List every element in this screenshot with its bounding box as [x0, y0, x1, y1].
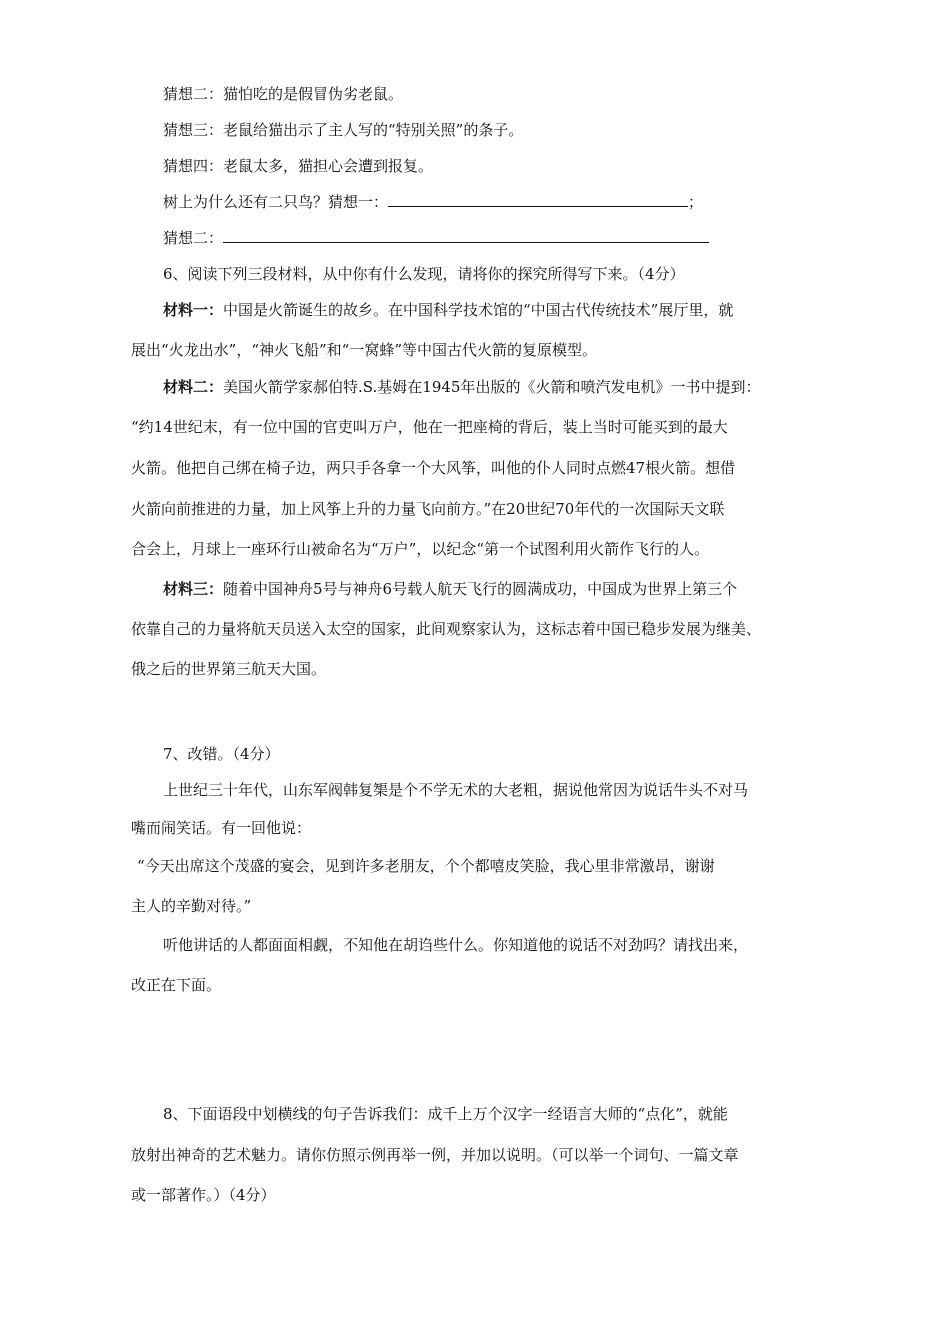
material-two-line4: 火箭向前推进的力量，加上风筝上升的力量飞向前方。”在20世纪70年代的一次国际天文联	[131, 500, 725, 518]
q8-line2: 放射出神奇的艺术魅力。请你仿照示例再举一例，并加以说明。（可以举一个词句、一篇文章	[131, 1146, 739, 1164]
material-two-text1: 美国火箭学家郝伯特.S.基姆在1945年出版的《火箭和喷汽发电机》一书中提到：	[223, 378, 761, 396]
material-three-label: 材料三：	[163, 580, 224, 598]
q7-para-line2: 嘴而闹笑话。有一回他说：	[131, 819, 312, 837]
tree-guess-two: 猜想二：	[163, 229, 224, 247]
q7-para-line1: 上世纪三十年代，山东军阀韩复榘是个不学无术的大老粗，据说他常因为说话牛头不对马	[163, 781, 749, 799]
material-three-line1	[163, 579, 737, 599]
guess-four: 猜想四：老鼠太多，猫担心会遭到报复。	[163, 157, 434, 175]
material-three-line2: 依靠自己的力量将航天员送入太空的国家，此间观察家认为，这标志着中国已稳步发展为继美、	[131, 620, 762, 638]
material-one-line2: 展出“火龙出水”，“神火飞船”和“一窝蜂”等中国古代火箭的复原模型。	[131, 341, 598, 359]
tree-question-end: ；	[688, 193, 704, 211]
tree-guess-two-line	[163, 228, 709, 248]
material-one-label: 材料一：	[163, 301, 224, 319]
material-three-line3: 俄之后的世界第三航天大国。	[131, 660, 327, 678]
material-two-line1	[163, 377, 760, 397]
q7-prompt: 7、改错。（4分）	[163, 745, 280, 763]
material-one-text1: 中国是火箭诞生的故乡。在中国科学技术馆的“中国古代传统技术”展厅里，就	[223, 301, 734, 319]
answer-blank-2[interactable]	[223, 228, 709, 243]
q8-line1: 8、下面语段中划横线的句子告诉我们：成千上万个汉字一经语言大师的“点化”，就能	[163, 1105, 728, 1123]
q7-ask-line1: 听他讲话的人都面面相觑，不知他在胡诌些什么。你知道他的说话不对劲吗？请找出来，	[163, 936, 749, 954]
guess-two: 猜想二：猫怕吃的是假冒伪劣老鼠。	[163, 85, 404, 103]
tree-question: 树上为什么还有二只鸟？猜想一：	[163, 193, 389, 211]
material-one-line1	[163, 300, 733, 320]
q8-line3: 或一部著作。）（4分）	[131, 1186, 276, 1204]
guess-three: 猜想三：老鼠给猫出示了主人写的“特别关照”的条子。	[163, 121, 524, 139]
material-two-line3: 火箭。他把自己绑在椅子边，两只手各拿一个大风筝，叫他的仆人同时点燃47根火箭。想借	[131, 459, 736, 477]
q6-prompt: 6、阅读下列三段材料，从中你有什么发现，请将你的探究所得写下来。（4分）	[163, 265, 685, 283]
material-two-line5: 合会上，月球上一座环行山被命名为“万户”，以纪念“第一个试图利用火箭作飞行的人。	[131, 540, 710, 558]
tree-question-line	[163, 192, 703, 212]
q7-quote-line1: “今天出席这个茂盛的宴会，见到许多老朋友，个个都嘻皮笑脸，我心里非常激昂，谢谢	[137, 857, 715, 875]
material-three-text1: 随着中国神舟5号与神舟6号载人航天飞行的圆满成功，中国成为世界上第三个	[223, 580, 738, 598]
material-two-label: 材料二：	[163, 378, 224, 396]
q7-ask-line2: 改正在下面。	[131, 976, 222, 994]
q7-quote-line2: 主人的辛勤对待。”	[131, 897, 252, 915]
answer-blank-1[interactable]	[388, 192, 688, 207]
material-two-line2: “约14世纪末，有一位中国的官吏叫万户，他在一把座椅的背后，装上当时可能买到的最大	[131, 418, 728, 436]
